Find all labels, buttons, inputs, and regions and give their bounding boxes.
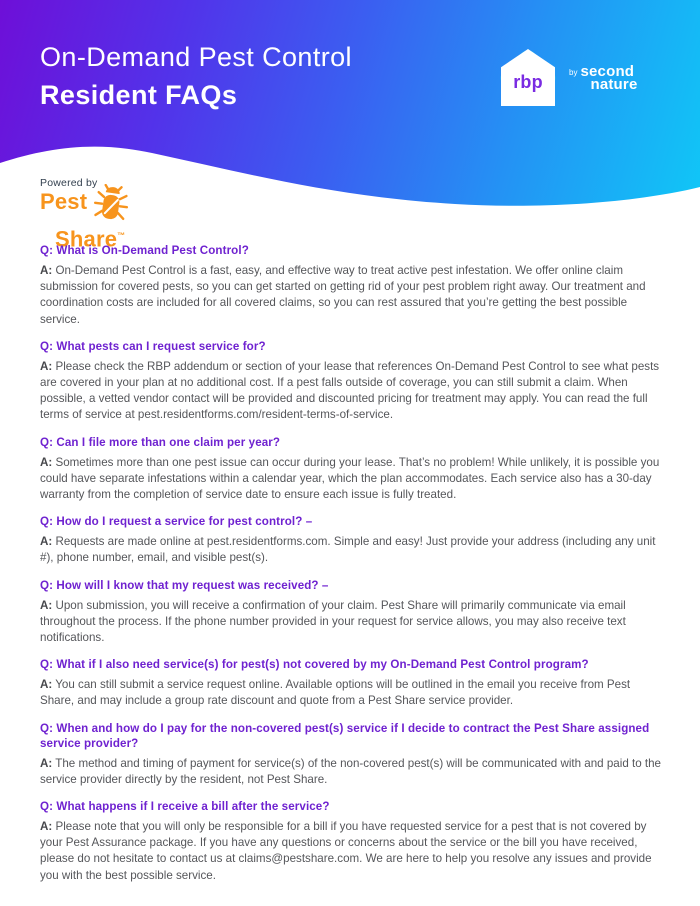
answer-prefix: A: xyxy=(40,820,53,834)
pestshare-wordmark-share: Share xyxy=(55,226,118,252)
faq-answer: A: The method and timing of payment for service(s) of the non-covered pest(s) will be communicated with and paid to the service provider directly by the resident, not Pest Share. xyxy=(40,756,662,786)
faq-item xyxy=(40,514,661,566)
answer-prefix: A: xyxy=(40,359,53,373)
faq-item xyxy=(40,243,661,328)
bug-icon xyxy=(92,184,130,226)
faq-item xyxy=(40,339,661,424)
faq-question: Q: What if I also need service(s) for pest(s) not covered by my On-Demand Pest Control program? xyxy=(40,658,589,672)
faq-answer: A: Please check the RBP addendum or section of your lease that references On-Demand Pest Control to see what pests are covered in your plan at no additional cost. If a pest falls outside of coverage, you can still submit a claim. When possible, a vetted vendor contact will be provided and discounted pricing for treatment may apply. You can read the full terms of service at pest.residentforms.com/resident-terms-of-service. xyxy=(40,359,660,422)
answer-prefix: A: xyxy=(40,678,53,692)
faq-answer: A: Sometimes more than one pest issue can occur during your lease. That’s no problem! While unlikely, it is possible you could have separate infestations within a calendar year, which the plan accommodates. Each service also has a 30-day warranty from the completion of service date to ensure each issue is fully treated. xyxy=(40,455,660,502)
faq-question: Q: When and how do I pay for the non-covered pest(s) service if I decide to contract the Pest Share assigned service provider? xyxy=(40,721,650,750)
rbp-logo-text: rbp xyxy=(513,72,543,92)
faq-list xyxy=(40,243,661,895)
page-title: On-Demand Pest Control xyxy=(40,42,352,72)
faq-question: Q: How will I know that my request was received? – xyxy=(40,578,329,592)
second-nature-line2: nature xyxy=(590,76,638,93)
faq-question: Q: What is On-Demand Pest Control? xyxy=(40,244,249,257)
faq-question: Q: How do I request a service for pest control? – xyxy=(40,515,313,529)
answer-prefix: A: xyxy=(40,455,53,469)
faq-item xyxy=(40,721,661,788)
faq-answer: A: You can still submit a service request online. Available options will be outlined in the email you receive from Pest Share, and may include a group rate discount and quote from a Pest Share service provider. xyxy=(40,678,631,708)
answer-prefix: A: xyxy=(40,264,53,277)
answer-prefix: A: xyxy=(40,756,53,770)
powered-by-pestshare-logo xyxy=(40,177,130,252)
faq-item xyxy=(40,435,661,504)
faq-answer: A: Requests are made online at pest.residentforms.com. Simple and easy! Just provide your address (including any unit #), phone number, email, and visible pest(s). xyxy=(40,535,656,565)
faq-question: Q: Can I file more than one claim per year? xyxy=(40,435,281,449)
pestshare-wordmark-pest: Pest xyxy=(40,189,88,214)
faq-item xyxy=(40,657,661,709)
powered-by-label: Powered by xyxy=(40,177,98,189)
faq-question: Q: What pests can I request service for? xyxy=(40,339,266,353)
second-nature-line1: second xyxy=(580,63,635,80)
page-subtitle: Resident FAQs xyxy=(40,80,238,110)
trademark-symbol: ™ xyxy=(117,231,126,240)
faq-question: Q: What happens if I receive a bill after the service? xyxy=(40,800,330,814)
answer-prefix: A: xyxy=(40,598,53,612)
faq-answer: A: Please note that you will only be responsible for a bill if you have requested service for a pest that is not covered by your Pest Assurance package. If you have any questions or concerns about the service or the bill you have received, please do not hesitate to contact us at claims@pestshare.com. We are here to help you resolve any issues and provide you with the best possible service. xyxy=(40,820,652,882)
faq-answer: A: On-Demand Pest Control is a fast, easy, and effective way to treat active pest infestation. We offer online claim submission for covered pests, so you can get started on getting rid of your pest problem right away. Our treatment and coordination costs are included for all covered claims, so you can rest assured that you’re getting the best possible service. xyxy=(40,264,646,326)
faq-answer: A: Upon submission, you will receive a confirmation of your claim. Pest Share will primarily communicate via email throughout the process. If the phone number provided in your request for service allows, you may also receive text notifications. xyxy=(40,598,626,645)
faq-item xyxy=(40,799,661,884)
answer-prefix: A: xyxy=(40,535,53,549)
by-label: by xyxy=(569,68,578,77)
faq-item xyxy=(40,578,661,647)
